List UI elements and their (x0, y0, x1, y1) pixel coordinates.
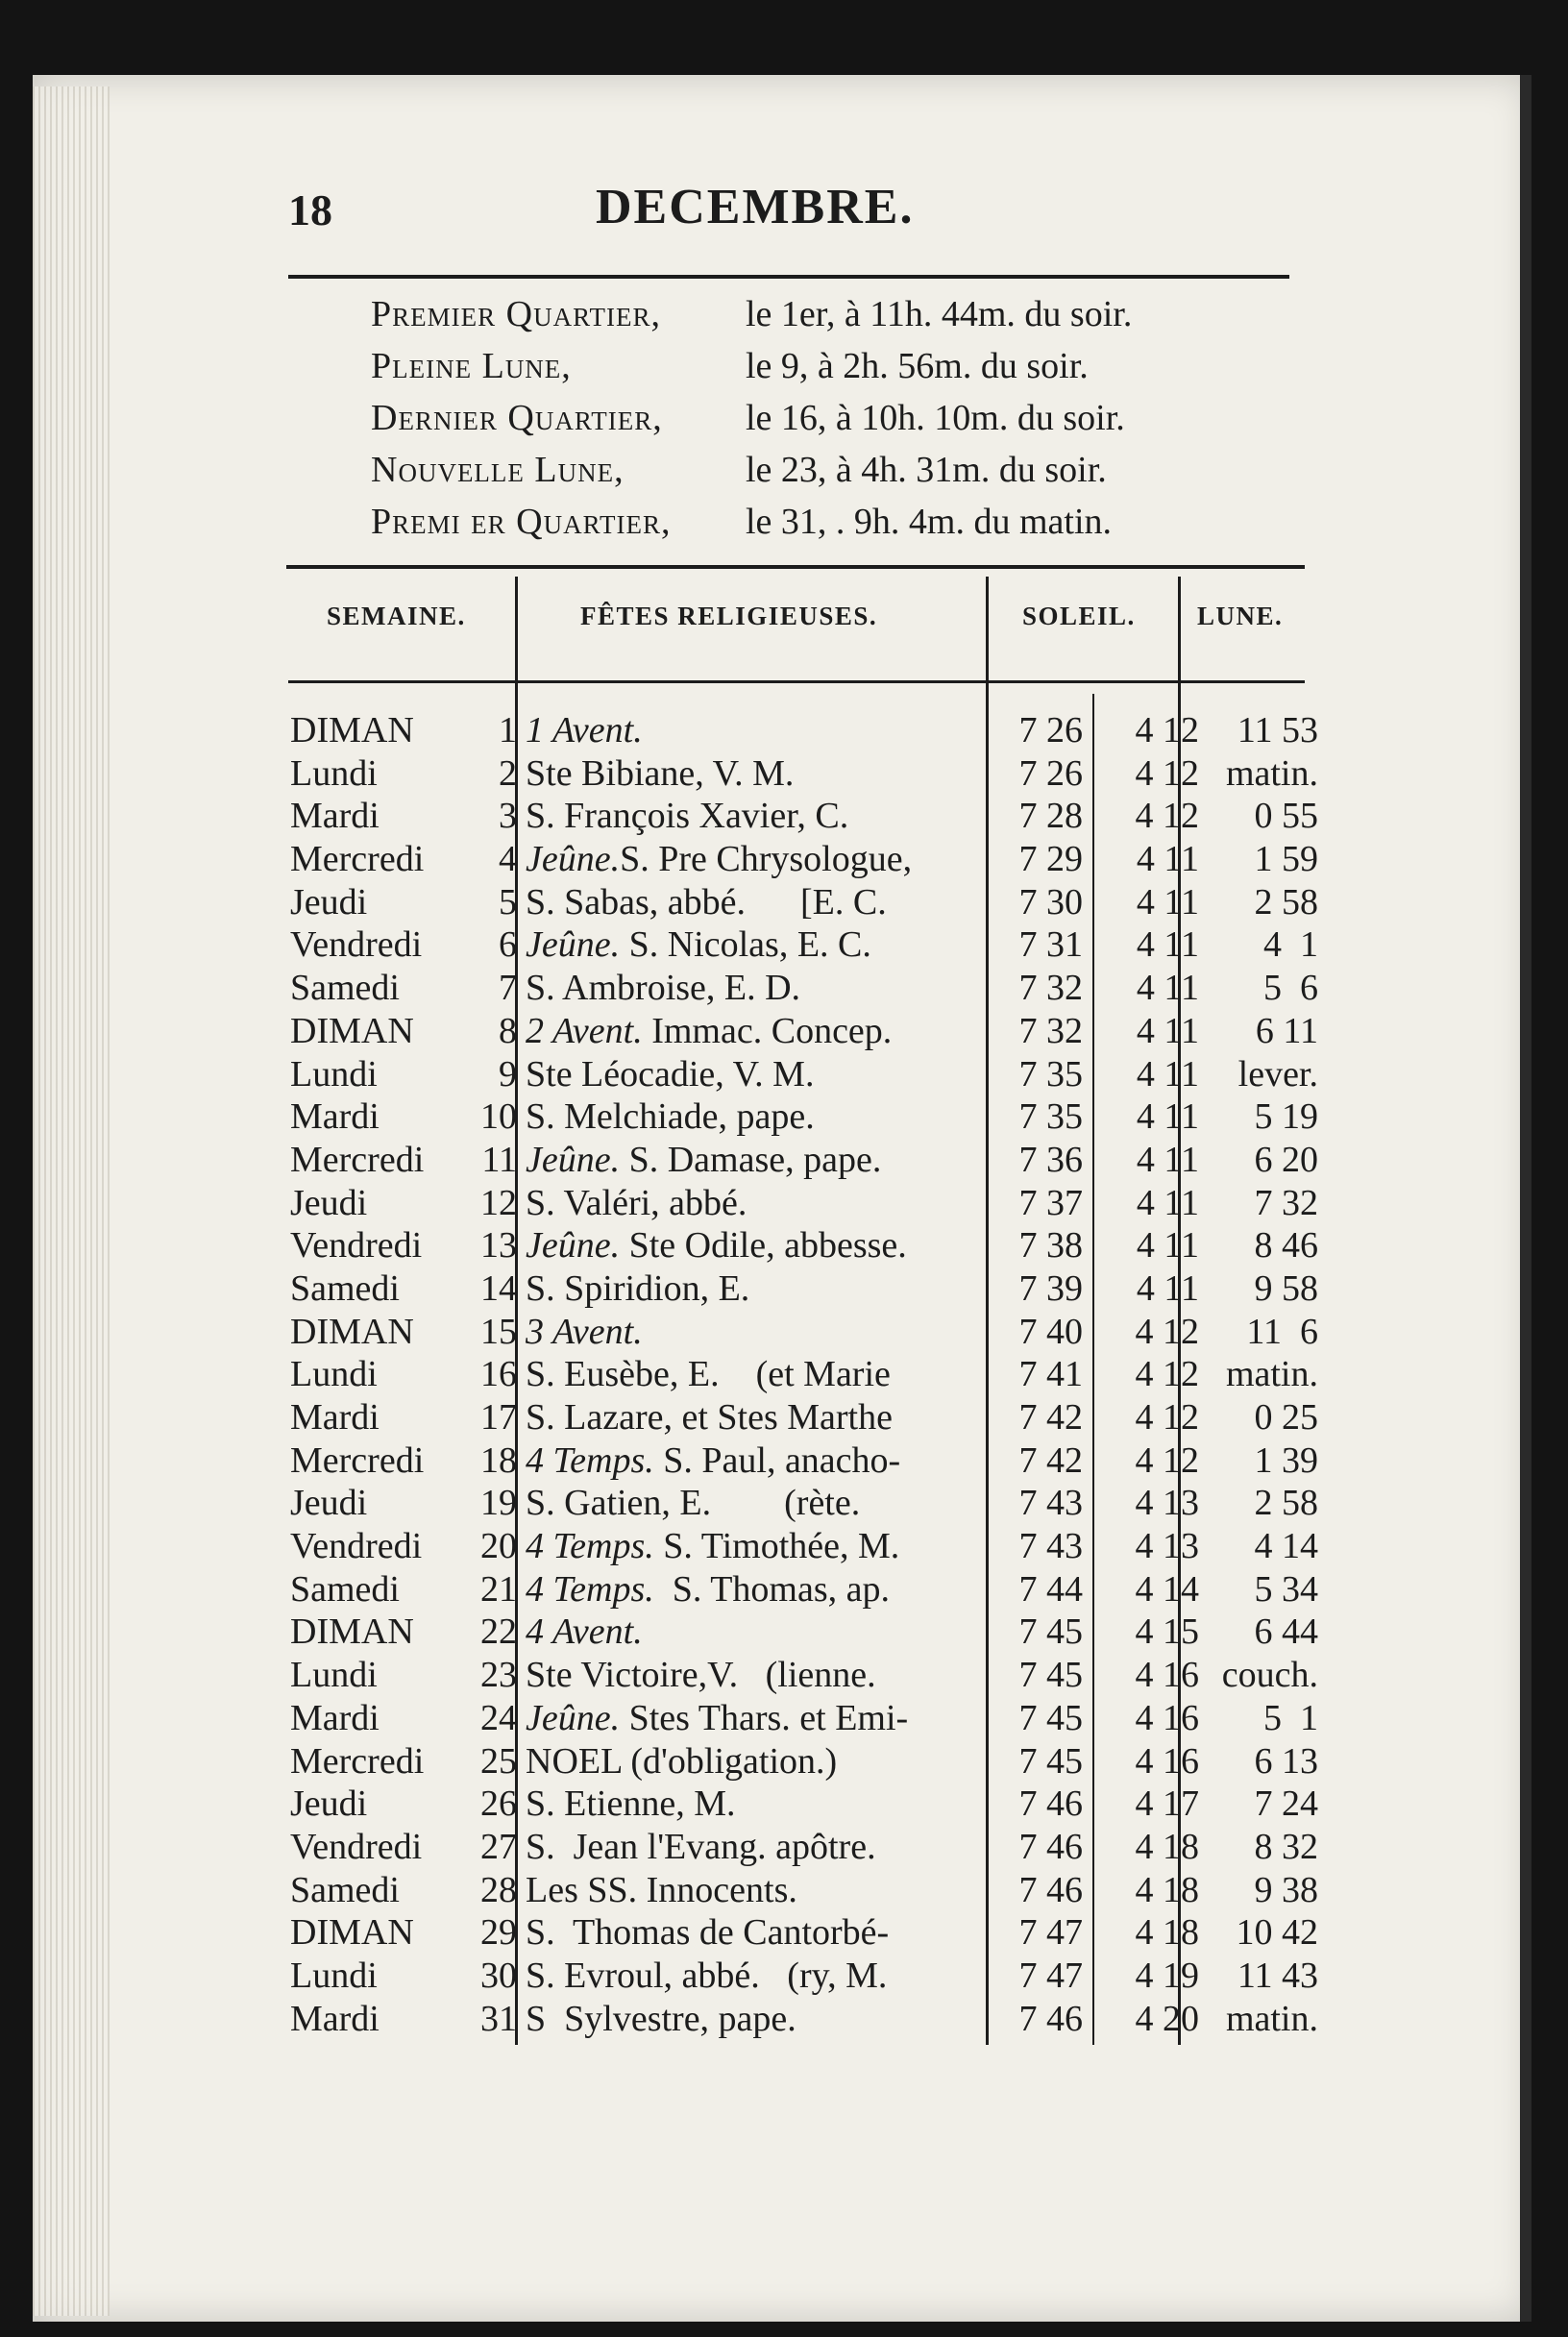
feast-text: S. Pre Chrysologue, (620, 839, 913, 880)
day-number: 19 (480, 1483, 517, 1524)
sunset: 4 13 (1135, 1483, 1199, 1524)
day-number: 18 (480, 1439, 517, 1481)
weekday: Mercredi (290, 1439, 425, 1481)
sunset: 4 12 (1135, 796, 1199, 837)
feast-text: S. Evroul, abbé. (ry, M. (526, 1955, 888, 1996)
column-header-fetes: FÊTES RELIGIEUSES. (580, 602, 878, 630)
feast-text: S. Sabas, abbé. [E. C. (526, 881, 887, 922)
day-number: 23 (480, 1655, 517, 1696)
weekday: Samedi (290, 1568, 400, 1610)
sunset: 4 11 (1136, 1267, 1199, 1309)
table-row (290, 709, 1328, 752)
day-number: 5 (499, 881, 517, 922)
moon-time: couch. (1221, 1655, 1318, 1696)
day-number: 20 (480, 1526, 517, 1567)
phase-detail: le 16, à 10h. 10m. du soir. (746, 398, 1125, 438)
top-rule (288, 275, 1289, 279)
feast-emphasis: Jeûne. (526, 1225, 621, 1267)
sunset: 4 11 (1136, 1182, 1199, 1223)
sunset: 4 16 (1135, 1740, 1199, 1782)
moon-time: 5 1 (1263, 1697, 1318, 1738)
feast-emphasis: Jeûne. (526, 924, 621, 966)
day-number: 22 (480, 1611, 517, 1653)
sunset: 4 16 (1135, 1697, 1199, 1738)
phase-row (371, 496, 1293, 548)
feast-text: S. Paul, anacho- (653, 1439, 901, 1481)
phase-detail: le 23, à 4h. 31m. du soir. (746, 450, 1107, 490)
weekday: Mardi (290, 1397, 380, 1438)
day-number: 25 (480, 1740, 517, 1782)
weekday: Lundi (290, 1354, 378, 1395)
sunset: 4 18 (1135, 1869, 1199, 1910)
phase-name: Premier Quartier, (371, 294, 661, 334)
sunrise: 7 37 (1018, 1182, 1083, 1223)
moon-time: 9 58 (1254, 1267, 1318, 1309)
feast-emphasis: 4 Temps. (526, 1439, 654, 1481)
table-row (290, 1224, 1328, 1267)
table-row (290, 1697, 1328, 1740)
sunset: 4 15 (1135, 1611, 1199, 1653)
table-row (290, 838, 1328, 881)
sunrise: 7 47 (1018, 1955, 1083, 1996)
moon-time: matin. (1225, 1354, 1318, 1395)
moon-time: 1 39 (1254, 1439, 1318, 1481)
feast-emphasis: Jeûne. (526, 1697, 621, 1738)
weekday: Vendredi (290, 924, 423, 966)
phase-name: Premi er Quartier, (371, 502, 672, 542)
sunrise: 7 40 (1018, 1311, 1083, 1352)
sunset: 4 12 (1135, 1439, 1199, 1481)
weekday: DIMAN (290, 1912, 414, 1954)
table-row (290, 1611, 1328, 1654)
feast-text: S. Ambroise, E. D. (526, 968, 801, 1009)
table-row (290, 1955, 1328, 1998)
moon-time: 8 32 (1254, 1826, 1318, 1867)
weekday: Lundi (290, 752, 378, 794)
sunset: 4 20 (1135, 1998, 1199, 2039)
weekday: Mardi (290, 1998, 380, 2039)
table-row (290, 1439, 1328, 1483)
day-number: 24 (480, 1697, 517, 1738)
weekday: DIMAN (290, 710, 414, 750)
moon-time: 5 6 (1263, 968, 1318, 1009)
sunrise: 7 42 (1018, 1397, 1083, 1438)
sunset: 4 11 (1136, 1096, 1199, 1138)
day-number: 10 (480, 1096, 517, 1138)
day-number: 14 (480, 1267, 517, 1309)
table-row (290, 795, 1328, 838)
weekday: Lundi (290, 1053, 378, 1095)
page-edge-right (1520, 75, 1531, 2322)
day-number: 21 (480, 1568, 517, 1610)
day-number: 7 (499, 968, 517, 1009)
sunrise: 7 46 (1018, 1784, 1083, 1825)
feast-text: S. Damase, pape. (620, 1139, 882, 1180)
day-number: 9 (499, 1053, 517, 1095)
feast-emphasis: 4 Temps. (526, 1568, 654, 1610)
feast-emphasis: 3 Avent. (526, 1311, 643, 1352)
weekday: DIMAN (290, 1010, 414, 1051)
sunrise: 7 45 (1018, 1740, 1083, 1782)
moon-time: 6 44 (1254, 1611, 1318, 1653)
moon-time: 11 53 (1237, 710, 1318, 750)
feast-emphasis: 1 Avent. (526, 710, 643, 750)
sunrise: 7 43 (1018, 1526, 1083, 1567)
sunrise: 7 32 (1018, 1010, 1083, 1051)
month-title: DECEMBRE. (596, 180, 915, 234)
table-row (290, 1139, 1328, 1182)
feast-emphasis: Jeûne. (526, 1139, 621, 1180)
feast-text: S. Spiridion, E. (526, 1267, 750, 1309)
weekday: Vendredi (290, 1225, 423, 1267)
feast-text: S. Timothée, M. (653, 1526, 900, 1567)
feast-text: S. Thomas, ap. (653, 1568, 890, 1610)
sunrise: 7 35 (1018, 1053, 1083, 1095)
weekday: Jeudi (290, 1784, 368, 1825)
header-bottom-rule (288, 680, 1305, 683)
sunrise: 7 47 (1018, 1912, 1083, 1954)
day-number: 31 (480, 1998, 517, 2039)
table-row (290, 1311, 1328, 1354)
feast-emphasis: 4 Avent. (526, 1611, 643, 1653)
sunset: 4 11 (1136, 1225, 1199, 1267)
table-row (290, 1053, 1328, 1096)
weekday: Mercredi (290, 1139, 425, 1180)
sunrise: 7 29 (1018, 839, 1083, 880)
sunset: 4 11 (1136, 1053, 1199, 1095)
day-number: 11 (481, 1139, 517, 1180)
table-row (290, 1783, 1328, 1826)
day-number: 3 (499, 796, 517, 837)
feast-emphasis: Jeûne. (526, 839, 621, 880)
moon-time: 7 32 (1254, 1182, 1318, 1223)
sunset: 4 19 (1135, 1955, 1199, 1996)
feast-text: Stes Thars. et Emi- (620, 1697, 909, 1738)
sunset: 4 11 (1136, 924, 1199, 966)
feast-text: S. Gatien, E. (rète. (526, 1483, 861, 1524)
page-number: 18 (288, 185, 332, 234)
feast-text: Immac. Concep. (642, 1010, 893, 1051)
weekday: Jeudi (290, 881, 368, 922)
phase-row (371, 340, 1293, 392)
sunrise: 7 30 (1018, 881, 1083, 922)
feast-text: S. Valéri, abbé. (526, 1182, 747, 1223)
sunset: 4 18 (1135, 1826, 1199, 1867)
weekday: Mercredi (290, 839, 425, 880)
day-number: 27 (480, 1826, 517, 1867)
sunset: 4 11 (1136, 881, 1199, 922)
moon-time: matin. (1225, 752, 1318, 794)
moon-time: 0 55 (1254, 796, 1318, 837)
table-row (290, 1182, 1328, 1225)
moon-time: 5 34 (1254, 1568, 1318, 1610)
sunrise: 7 31 (1018, 924, 1083, 966)
table-row (290, 1482, 1328, 1525)
sunrise: 7 42 (1018, 1439, 1083, 1481)
feast-text: Les SS. Innocents. (526, 1869, 797, 1910)
moon-time: matin. (1225, 1998, 1318, 2039)
phase-row (371, 392, 1293, 444)
day-number: 1 (499, 710, 517, 750)
moon-time: 9 38 (1254, 1869, 1318, 1910)
column-header-soleil: SOLEIL. (1022, 602, 1136, 630)
feast-text: Ste Victoire,V. (lienne. (526, 1655, 876, 1696)
feast-text: Ste Léocadie, V. M. (526, 1053, 815, 1095)
feast-text: S. Eusèbe, E. (et Marie (526, 1354, 891, 1395)
sunrise: 7 32 (1018, 968, 1083, 1009)
sunset: 4 18 (1135, 1912, 1199, 1954)
sunset: 4 13 (1135, 1526, 1199, 1567)
table-row (290, 1740, 1328, 1784)
table-row (290, 1911, 1328, 1955)
weekday: Mardi (290, 796, 380, 837)
weekday: Lundi (290, 1955, 378, 1996)
weekday: DIMAN (290, 1611, 414, 1653)
day-number: 30 (480, 1955, 517, 1996)
day-number: 15 (480, 1311, 517, 1352)
day-number: 17 (480, 1397, 517, 1438)
weekday: Mercredi (290, 1740, 425, 1782)
phase-name: Pleine Lune, (371, 346, 572, 386)
sunset: 4 17 (1135, 1784, 1199, 1825)
weekday: Mardi (290, 1697, 380, 1738)
sunset: 4 12 (1135, 1354, 1199, 1395)
weekday: Lundi (290, 1655, 378, 1696)
sunset: 4 12 (1135, 1397, 1199, 1438)
moon-time: 2 58 (1254, 881, 1318, 922)
weekday: Mardi (290, 1096, 380, 1138)
day-number: 13 (480, 1225, 517, 1267)
table-row (290, 1095, 1328, 1139)
column-header-semaine: SEMAINE. (327, 602, 466, 630)
feast-text: S. François Xavier, C. (526, 796, 849, 837)
phase-name: Dernier Quartier, (371, 398, 663, 438)
sunrise: 7 26 (1018, 710, 1083, 750)
feast-text: S. Thomas de Cantorbé- (526, 1912, 890, 1954)
moon-time: 5 19 (1254, 1096, 1318, 1138)
sunrise: 7 28 (1018, 796, 1083, 837)
sunrise: 7 41 (1018, 1354, 1083, 1395)
day-number: 6 (499, 924, 517, 966)
sunrise: 7 36 (1018, 1139, 1083, 1180)
table-row (290, 1998, 1328, 2041)
phase-detail: le 9, à 2h. 56m. du soir. (746, 346, 1089, 386)
weekday: Jeudi (290, 1182, 368, 1223)
day-number: 16 (480, 1354, 517, 1395)
table-row (290, 1010, 1328, 1053)
sunset: 4 12 (1135, 1311, 1199, 1352)
column-header-lune: LUNE. (1197, 602, 1284, 630)
moon-phases (371, 288, 1293, 548)
feast-text: S. Melchiade, pape. (526, 1096, 815, 1138)
moon-time: 1 59 (1254, 839, 1318, 880)
phase-detail: le 1er, à 11h. 44m. du soir. (746, 294, 1133, 334)
sunrise: 7 45 (1018, 1697, 1083, 1738)
day-number: 28 (480, 1869, 517, 1910)
page-edge-left (33, 86, 110, 2316)
day-number: 2 (499, 752, 517, 794)
weekday: DIMAN (290, 1311, 414, 1352)
moon-time: 6 13 (1254, 1740, 1318, 1782)
feast-text: NOEL (d'obligation.) (526, 1740, 838, 1782)
sunrise: 7 38 (1018, 1225, 1083, 1267)
weekday: Vendredi (290, 1826, 423, 1867)
sunset: 4 14 (1135, 1568, 1199, 1610)
sunrise: 7 45 (1018, 1611, 1083, 1653)
feast-text: Ste Bibiane, V. M. (526, 752, 795, 794)
sunset: 4 11 (1136, 1010, 1199, 1051)
feast-text: S Sylvestre, pape. (526, 1998, 796, 2039)
calendar-table (290, 709, 1328, 2040)
table-row (290, 752, 1328, 796)
table-row (290, 1568, 1328, 1611)
weekday: Samedi (290, 1267, 400, 1309)
feast-text: S. Nicolas, E. C. (620, 924, 871, 966)
sunrise: 7 46 (1018, 1826, 1083, 1867)
table-row (290, 1525, 1328, 1568)
moon-time: 2 58 (1254, 1483, 1318, 1524)
day-number: 26 (480, 1784, 517, 1825)
moon-time: 11 43 (1237, 1955, 1318, 1996)
moon-time: 11 6 (1246, 1311, 1318, 1352)
phase-detail: le 31, . 9h. 4m. du matin. (746, 502, 1113, 542)
feast-emphasis: 2 Avent. (526, 1010, 643, 1051)
moon-time: lever. (1237, 1053, 1318, 1095)
table-row (290, 923, 1328, 967)
day-number: 12 (480, 1182, 517, 1223)
sunset: 4 16 (1135, 1655, 1199, 1696)
moon-time: 4 14 (1254, 1526, 1318, 1567)
moon-time: 6 20 (1254, 1139, 1318, 1180)
weekday: Vendredi (290, 1526, 423, 1567)
day-number: 4 (499, 839, 517, 880)
sunrise: 7 46 (1018, 1998, 1083, 2039)
feast-text: Ste Odile, abbesse. (620, 1225, 907, 1267)
moon-time: 7 24 (1254, 1784, 1318, 1825)
sunrise: 7 45 (1018, 1655, 1083, 1696)
table-top-rule (286, 565, 1305, 569)
phase-row (371, 444, 1293, 496)
moon-time: 6 11 (1255, 1010, 1318, 1051)
phase-row (371, 288, 1293, 340)
sunrise: 7 39 (1018, 1267, 1083, 1309)
table-row (290, 881, 1328, 924)
feast-emphasis: 4 Temps. (526, 1526, 654, 1567)
day-number: 8 (499, 1010, 517, 1051)
sunset: 4 11 (1136, 968, 1199, 1009)
sunrise: 7 35 (1018, 1096, 1083, 1138)
table-row (290, 1353, 1328, 1396)
feast-text: S. Jean l'Evang. apôtre. (526, 1826, 876, 1867)
table-row (290, 1869, 1328, 1912)
sunrise: 7 43 (1018, 1483, 1083, 1524)
sunset: 4 12 (1135, 710, 1199, 750)
moon-time: 8 46 (1254, 1225, 1318, 1267)
weekday: Jeudi (290, 1483, 368, 1524)
weekday: Samedi (290, 1869, 400, 1910)
sunrise: 7 44 (1018, 1568, 1083, 1610)
weekday: Samedi (290, 968, 400, 1009)
sunrise: 7 26 (1018, 752, 1083, 794)
day-number: 29 (480, 1912, 517, 1954)
sunset: 4 11 (1136, 1139, 1199, 1180)
phase-name: Nouvelle Lune, (371, 450, 625, 490)
table-row (290, 967, 1328, 1010)
sunrise: 7 46 (1018, 1869, 1083, 1910)
table-row (290, 1654, 1328, 1697)
sunset: 4 12 (1135, 752, 1199, 794)
moon-time: 10 42 (1236, 1912, 1318, 1954)
table-row (290, 1267, 1328, 1311)
feast-text: S. Etienne, M. (526, 1784, 736, 1825)
sunset: 4 11 (1136, 839, 1199, 880)
table-row (290, 1396, 1328, 1439)
table-row (290, 1826, 1328, 1869)
feast-text: S. Lazare, et Stes Marthe (526, 1397, 893, 1438)
moon-time: 0 25 (1254, 1397, 1318, 1438)
moon-time: 4 1 (1263, 924, 1318, 966)
